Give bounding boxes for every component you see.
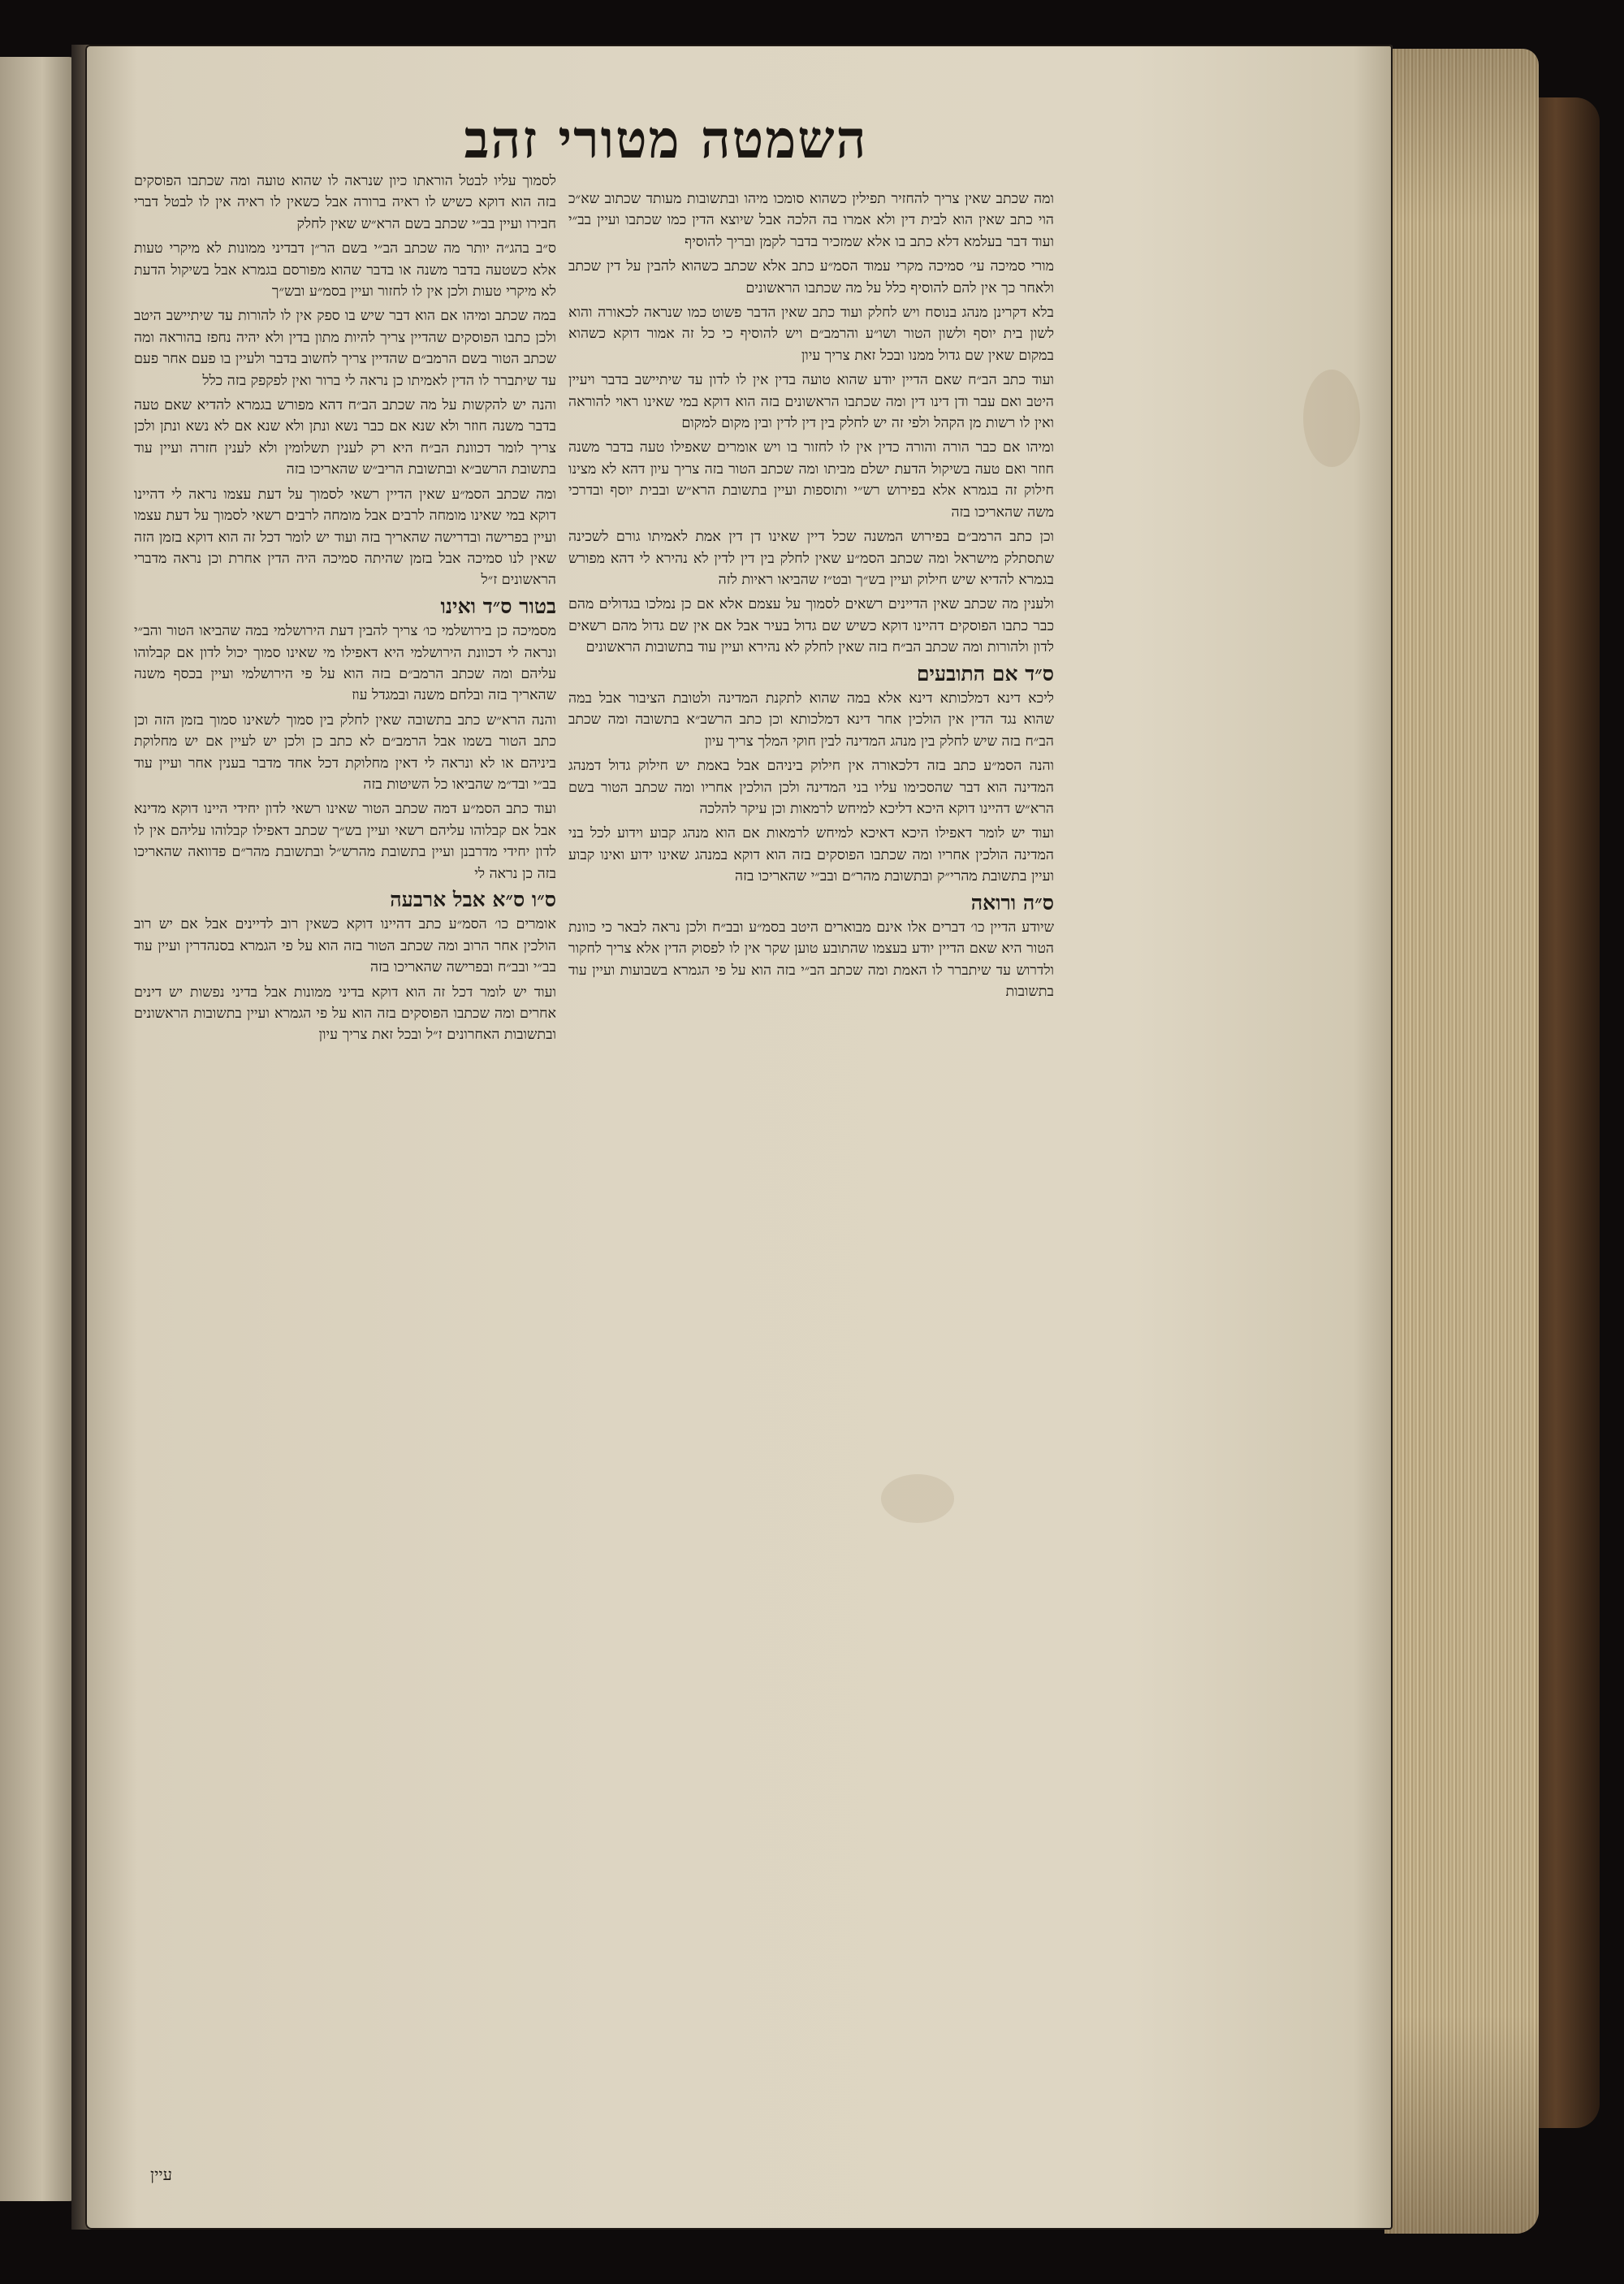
paragraph: והנה הרא״ש כתב בתשובה שאין לחלק בין סמוך לשאינו סמוך בזמן הזה וכן כתב הטור בשמו אבל הרמב״ם לא כתב כן ולכן יש לעיין אם יש מחלוקת ביניהם או לא ונראה לי דאין מחלוקת דכל אחד מדבר בענין אחר ועיין עוד בב״י ובד״מ שהביאו כל השיטות בזה: [134, 712, 556, 793]
paragraph: אומרים כו׳ הסמ״ע כתב דהיינו דוקא כשאין רוב לדיינים אבל אם יש רוב הולכין אחר הרוב ומה שכתב הטור בזה הוא על פי הגמרא בסנהדרין ועיין עוד בב״י ובב״ח ובפרישה שהאריכו בזה: [134, 916, 556, 976]
paragraph: ומה שכתב שאין צריך להחזיר תפילין כשהוא סומכו מיהו ובתשובות מעותד שכתוב שא״כ הוי כתב שאין הוא לבית דין ולא אמרו בה הלכה אבל שיוצא הדין כמו שכתבו ועיין בב״י ועוד דבר בעלמא דלא כתב בו אלא שמזכיר בדבר לקמן ובריך להוסיף: [568, 191, 1054, 250]
paragraph: מורי סמיכה עי׳ סמיכה מקרי עמוד הסמ״ע כתב אלא שכתב כשהוא להבין על דין שכתב ולאחר כך אין להם להוסיף כלל על מה שכתבו הראשונים: [568, 258, 1054, 296]
page-block-edges: [1384, 49, 1539, 2234]
section-lemma: ס״ד אם התובעים: [916, 661, 1054, 686]
paragraph: וכן כתב הרמב״ם בפירוש המשנה שכל דיין שאינו דן דין אמת לאמיתו גורם לשכינה שתסתלק מישראל ומה שכתב הסמ״ע שאין לחלק בין דין לדין לא נהירא לי דהא מפורש בגמרא להדיא שיש חילוק ועיין בש״ך ובט״ז שהביאו ראיות לזה: [568, 529, 1054, 588]
paragraph: שיודע הדיין כו׳ דברים אלו אינם מבוארים היטב בסמ״ע ובב״ח ולכן נראה לבאר כי כוונת הטור היא שאם הדיין יודע בעצמו שהתובע טוען שקר אין לו לפסוק הדין אלא צריך לחקור ולדרוש עד שיתברר לו האמת ומה שכתב הב״י בזה הוא על פי הגמרא בשבועות ועיין עוד בתשובות: [568, 919, 1054, 1001]
section-lemma: בטור ס״ד ואינו: [440, 594, 556, 618]
paragraph: ועוד כתב הסמ״ע דמה שכתב הטור שאינו רשאי לדון יחידי היינו דוקא מדינא אבל אם קבלוהו עליהם רשאי ועיין בש״ך שכתב דאפילו קבלוהו עליהם אין לו לדון יחידי מדרבנן ועיין בתשובת מהרש״ל ובתשובת מהר״ם פדוואה שהאריכו בזה כן נראה לי: [134, 801, 556, 882]
previous-page-edge: [0, 57, 77, 2201]
right-text-column: [568, 188, 1054, 2048]
paragraph: והנה הסמ״ע כתב בזה דלכאורה אין חילוק ביניהם אבל באמת יש חילוק גדול דמנהג המדינה הוא דבר שהסכימו עליו בני המדינה ולכן הולכין אחריו ומה שכתב הטור בשם הרא״ש דהיינו דוקא היכא דליכא למיחש לרמאות וכן עיקר להלכה: [568, 758, 1054, 817]
catchword: עיין: [150, 2165, 172, 2184]
paragraph: לסמוך עליו לבטל הוראתו כיון שנראה לו שהוא טועה ומה שכתבו הפוסקים בזה הוא דוקא כשיש לו ראיה ברורה אבל כשאין לו ראיה אין לו לבטל דברי חבירו ועיין בב״י שכתב בשם הרא״ש שאין לחלק: [134, 173, 556, 232]
paragraph: ועוד יש לומר דאפילו היכא דאיכא למיחש לרמאות אם הוא מנהג קבוע וידוע לכל בני המדינה הולכין אחריו ומה שכתבו הפוסקים בזה הוא דוקא במנהג שאינו ידוע ואינו קבוע ועיין בתשובת מהרי״ק ובתשובת מהר״ם ובב״י שהאריכו בזה: [568, 825, 1054, 885]
paragraph: והנה יש להקשות על מה שכתב הב״ח דהא מפורש בגמרא להדיא שאם טעה בדבר משנה חוזר ולא שנא אם כבר נשא ונתן ולא שנא אם לא נשא ונתן ולכן צריך לומר דכוונת הב״ח היא רק לענין תשלומין ולא לענין חזרה ועיין עוד בתשובת הרשב״א ובתשובת הריב״ש שהאריכו בזה: [134, 397, 556, 478]
running-title: השמטה מטורי זהב: [464, 110, 868, 171]
paragraph: בלא דקרינן מנהג בנוסח ויש לחלק ועוד כתב שאין הדבר פשוט כמו שנראה לכאורה והוא לשון בית יוסף ולשון הטור ושו״ע והרמב״ם ויש להוסיף כי כל זה אמור דוקא כשהוא במקום שאין שם גדול ממנו ובכל זאת צריך עיון: [568, 305, 1054, 364]
left-text-column: [134, 171, 556, 2152]
paragraph: ס״ב בהג״ה יותר מה שכתב הב״י בשם הר״ן דבדיני ממונות לא מיקרי טעות אלא כשטעה בדבר משנה או בדבר שהוא מפורסם בגמרא אבל בשיקול הדעת לא מיקרי טעות ולכן אין לו לחזור ועיין בסמ״ע ובש״ך: [134, 240, 556, 301]
paragraph: ולענין מה שכתב שאין הדיינים רשאים לסמוך על עצמם אלא אם כן נמלכו בגדולים מהם כבר כתבו הפוסקים דהיינו דוקא כשיש שם גדול בעיר אבל אם אין שם גדול מהם רשאים לדון ולהורות ומה שכתב הב״ח בזה שאין לחלק לא נהירא ועיין עוד בתשובות הראשונים: [568, 596, 1054, 656]
paragraph: במה שכתב ומיהו אם הוא דבר שיש בו ספק אין לו להורות עד שיתיישב היטב ולכן כתבו הפוסקים שהדיין צריך להיות מתון בדין ולא יהיה נחפז בהוראה ומה שכתב הטור בשם הרמב״ם שהדיין צריך לחשוב בדבר ולעיין בו פעם אחר פעם עד שיתברר לו הדין לאמיתו כן נראה לי ברור ואין לפקפק בזה כלל: [134, 308, 556, 389]
paragraph: ליכא דינא דמלכותא דינא אלא במה שהוא לתקנת המדינה ולטובת הציבור אבל במה שהוא נגד הדין אין הולכין אחר דינא דמלכותא וכן כתב הרשב״א בתשובה ומה שכתב הב״ח בזה שיש לחלק בין מנהג המדינה לבין חוקי המלך צריך עיון: [568, 690, 1054, 750]
paragraph: ומה שכתב הסמ״ע שאין הדיין רשאי לסמוך על דעת עצמו נראה לי דהיינו דוקא במי שאינו מומחה לרבים אבל מומחה לרבים רשאי לסמוך על דעת עצמו ועיין בפרישה ובדרישה שהאריך בזה ועוד יש לומר דכל זה הוא דוקא בזמן הזה שאין לנו סמיכה אבל בזמן שהיתה סמיכה היה הדין אחרת וכן נראה מדברי הראשונים ז״ל: [134, 486, 556, 589]
paragraph: ועוד כתב הב״ח שאם הדיין יודע שהוא טועה בדין אין לו לדון עד שיתיישב בדבר ויעיין היטב ואם עבר ודן דינו דין ומה שכתבו הראשונים בזה הוא דוקא במי שאינו ראוי להוראה ואין לו רשות מן הקהל ולפי זה יש לחלק בין דין לדין ובין מקום למקום: [568, 372, 1054, 432]
section-lemma: ס״ה ורואה: [970, 890, 1054, 915]
paragraph: ועוד יש לומר דכל זה הוא דוקא בדיני ממונות אבל בדיני נפשות יש דינים אחרים ומה שכתבו הפוסקים בזה הוא על פי הגמרא ועיין בתשובות הראשונים ובתשובות האחרונים ז״ל ובכל זאת צריך עיון: [134, 984, 556, 1044]
section-lemma: ס״ו ס״א אבל ארבעה: [390, 888, 556, 911]
paragraph: ומיהו אם כבר הורה והורה כדין אין לו לחזור בו ויש אומרים שאפילו טעה בדבר משנה חוזר ואם טעה בשיקול הדעת ישלם מביתו ומה שכתב הטור בזה צריך עיון דהא לא מצינו חילוק זה בגמרא אלא בפירוש רש״י ותוספות ועיין בתשובת הרא״ש ובבית יוסף ובדרכי משה שהאריכו בזה: [568, 439, 1054, 521]
paragraph: מסמיכה כן בירושלמי כו׳ צריך להבין דעת הירושלמי במה שהביאו הטור והב״י ונראה לי דכוונת הירושלמי היא דאפילו מי שאינו סמוך יכול לדון אם קבלוהו עליהם ומה שכתב הרמב״ם בזה הוא על פי הירושלמי ועיין בכסף משנה שהאריך בזה ובלחם משנה ובמגדל עוז: [134, 623, 556, 704]
